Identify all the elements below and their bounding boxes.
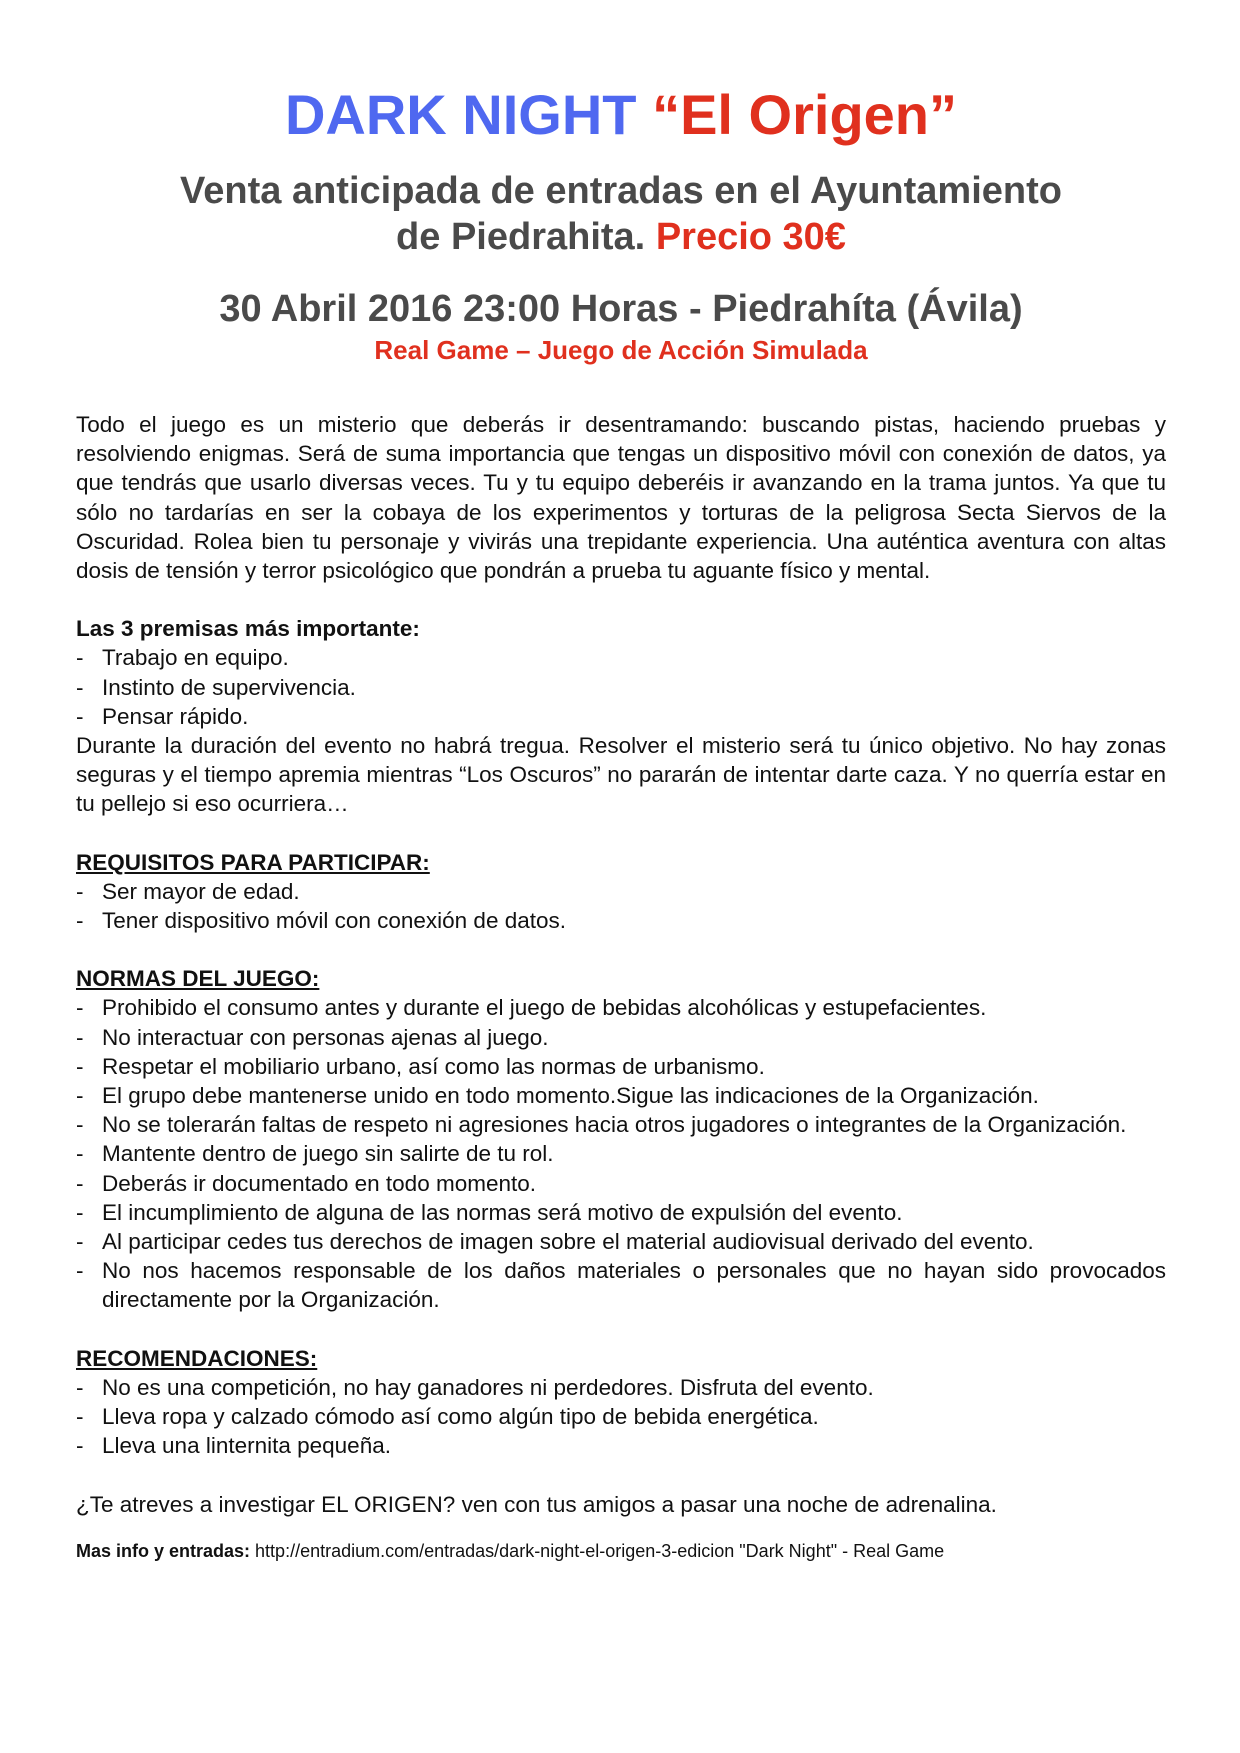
- dash-marker: -: [76, 703, 84, 729]
- event-title: [76, 82, 1166, 148]
- price-label: Precio 30€: [655, 216, 846, 258]
- list-item: - No se tolerarán faltas de respeto ni agresiones hacia otros jugadores o integrantes de la Organización.: [76, 1110, 1166, 1139]
- list-item: - Respetar el mobiliario urbano, así como las normas de urbanismo.: [76, 1052, 1166, 1081]
- flyer-page: [76, 82, 1166, 1563]
- closing-invitation: ¿Te atreves a investigar EL ORIGEN? ven con tus amigos a pasar una noche de adrenalina.: [76, 1491, 997, 1517]
- normas-heading: NORMAS DEL JUEGO:: [76, 966, 320, 992]
- title-dark-night: DARK NIGHT: [284, 83, 637, 146]
- dash-marker: -: [76, 674, 84, 700]
- recomendaciones-list: [76, 1373, 1166, 1461]
- footer-label: Mas info y entradas:: [76, 1540, 251, 1561]
- dash-marker: -: [76, 995, 84, 1021]
- list-item: - El grupo debe mantenerse unido en todo momento.Sigue las indicaciones de la Organización.: [76, 1081, 1166, 1110]
- dash-marker: -: [76, 1141, 84, 1167]
- title-el-origen: “El Origen”: [652, 83, 958, 146]
- dash-marker: -: [76, 645, 84, 671]
- list-item: - Al participar cedes tus derechos de imagen sobre el material audiovisual derivado del evento.: [76, 1227, 1166, 1256]
- dash-marker: -: [76, 1433, 84, 1459]
- list-item: - Ser mayor de edad.: [76, 877, 1166, 906]
- list-item: - No es una competición, no hay ganadores ni perdedores. Disfruta del evento.: [76, 1373, 1166, 1402]
- premisas-paragraph: Durante la duración del evento no habrá tregua. Resolver el misterio será tu único objetivo. No hay zonas seguras y el tiempo apremia mientras “Los Oscuros” no pararán de intentar darte caza. Y no querría estar en tu pellejo si eso ocurriera…: [76, 733, 1166, 817]
- list-item: - Trabajo en equipo.: [76, 643, 1166, 672]
- dash-marker: -: [76, 1404, 84, 1430]
- event-tagline: Real Game – Juego de Acción Simulada: [374, 335, 868, 365]
- requisitos-heading: REQUISITOS PARA PARTICIPAR:: [76, 849, 430, 875]
- list-item: - Tener dispositivo móvil con conexión de datos.: [76, 906, 1166, 935]
- list-item: - Prohibido el consumo antes y durante el juego de bebidas alcohólicas y estupefacientes.: [76, 993, 1166, 1022]
- sales-info-line2: de Piedrahita.: [396, 216, 646, 258]
- premisas-list: [76, 643, 1166, 731]
- list-item: - Mantente dentro de juego sin salirte de tu rol.: [76, 1139, 1166, 1168]
- list-item: - Lleva ropa y calzado cómodo así como algún tipo de bebida energética.: [76, 1402, 1166, 1431]
- dash-marker: -: [76, 1258, 84, 1284]
- dash-marker: -: [76, 908, 84, 934]
- sales-info-line1: Venta anticipada de entradas en el Ayuntamiento: [180, 170, 1062, 212]
- footer-link-text: http://entradium.com/entradas/dark-night-el-origen-3-edicion "Dark Night" - Real Game: [250, 1540, 945, 1561]
- list-item: - No nos hacemos responsable de los daños materiales o personales que no hayan sido provocados directamente por la Organización.: [76, 1258, 1166, 1313]
- list-item: - No interactuar con personas ajenas al juego.: [76, 1023, 1166, 1052]
- list-item: - Deberás ir documentado en todo momento.: [76, 1169, 1166, 1198]
- normas-list: [76, 993, 1166, 1314]
- dash-marker: -: [76, 1199, 84, 1225]
- dash-marker: -: [76, 1229, 84, 1255]
- intro-paragraph: Todo el juego es un misterio que deberás ir desentramando: buscando pistas, haciendo pruebas y resolviendo enigmas. Será de suma importancia que tengas un dispositivo móvil con conexión de datos, ya que tendrás que usarlo diversas veces. Tu y tu equipo deberéis ir avanzando en la trama juntos. Ya que tu sólo no tardarías en ser la cobaya de los experimentos y torturas de la peligrosa Secta Siervos de la Oscuridad. Rolea bien tu personaje y vivirás una trepidante experiencia. Una auténtica aventura con altas dosis de tensión y terror psicológico que pondrán a prueba tu aguante físico y mental.: [76, 412, 1166, 584]
- dash-marker: -: [76, 1053, 84, 1079]
- event-date-location: 30 Abril 2016 23:00 Horas - Piedrahíta (Ávila): [219, 288, 1023, 330]
- recomendaciones-heading: RECOMENDACIONES:: [76, 1345, 318, 1371]
- premisas-heading: Las 3 premisas más importante:: [76, 616, 420, 642]
- dash-marker: -: [76, 1083, 84, 1109]
- dash-marker: -: [76, 1024, 84, 1050]
- list-item: - Lleva una linternita pequeña.: [76, 1431, 1166, 1460]
- list-item: - Pensar rápido.: [76, 702, 1166, 731]
- requisitos-list: [76, 877, 1166, 935]
- list-item: - El incumplimiento de alguna de las normas será motivo de expulsión del evento.: [76, 1198, 1166, 1227]
- dash-marker: -: [76, 1170, 84, 1196]
- dash-marker: -: [76, 878, 84, 904]
- dash-marker: -: [76, 1374, 84, 1400]
- footer-info: [76, 1539, 1166, 1563]
- list-item: - Instinto de supervivencia.: [76, 673, 1166, 702]
- dash-marker: -: [76, 1112, 84, 1138]
- sales-info: [76, 168, 1166, 260]
